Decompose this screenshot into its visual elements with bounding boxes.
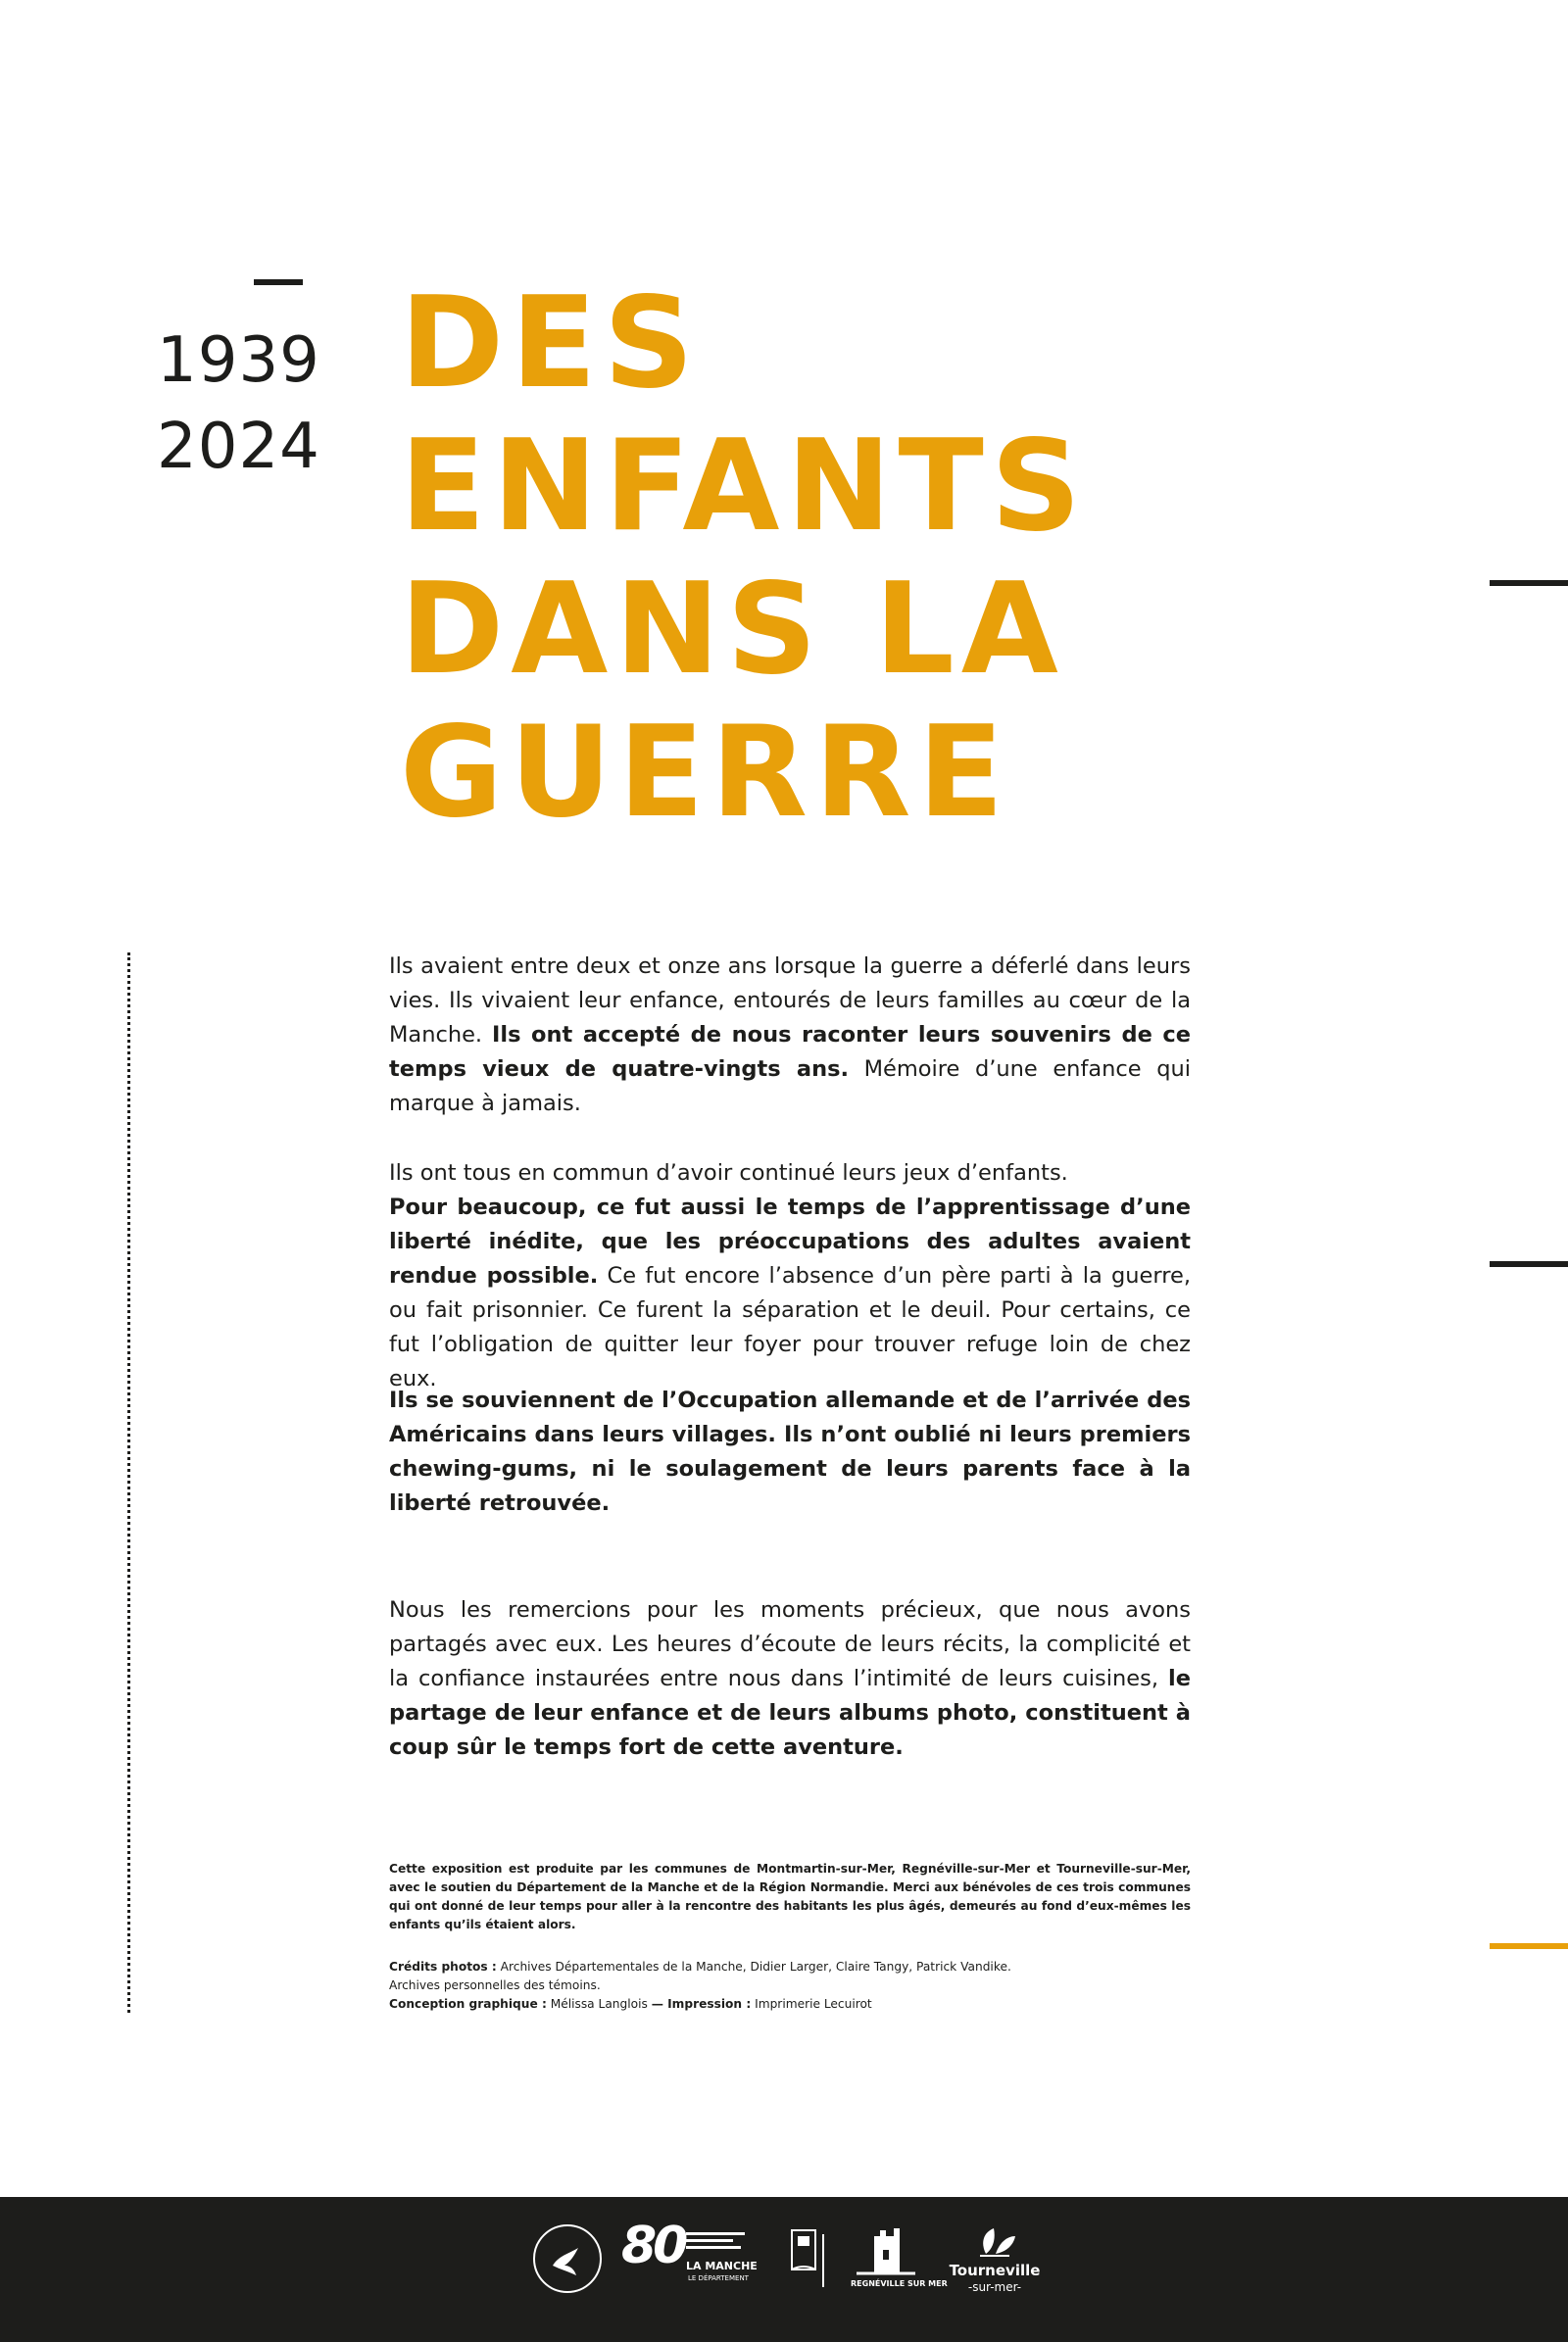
production-credits: Cette exposition est produite par les communes de Montmartin-sur-Mer, Regnéville-sur-Mer et Tourneville-sur-Mer, avec le soutien du Département de la Manche et de la Région Normandie. Merci aux bénévoles de ces trois communes qui ont donné de leur temps pour aller à la rencontre des habitants les plus âgés, demeurés au fond d’eux-mêmes les enfants qu’ils étaient alors. (389, 1862, 1191, 1931)
tourneville-name: Tourneville (949, 2262, 1041, 2279)
montmartin-logo (784, 2224, 837, 2295)
year-start: 1939 (157, 324, 320, 397)
text-run-bold: Pour beaucoup, ce fut aussi le temps de l’apprentissage d’une liberté inédite, que les préoccupations des adultes avaient rendue possible. (389, 1195, 1191, 1289)
photo-credits (389, 1958, 1191, 2014)
dotted-rule (127, 952, 130, 2013)
lighthouse-icon (784, 2224, 837, 2295)
text-run-bold: Ils se souviennent de l’Occupation allemande et de l’arrivée des Américains dans leurs villages. Ils n’ont oublié ni leurs premiers chewing-gums, ni le soulagement de leurs parents face à la liberté retrouvée. (389, 1388, 1191, 1516)
occupation-paragraph (389, 1384, 1191, 1521)
design-value: Mélissa Langlois (546, 1997, 652, 2011)
design-label: Conception graphique : (389, 1997, 547, 2011)
bird-icon (535, 2226, 600, 2291)
text-run: Ils avaient entre deux et onze ans lorsque la guerre a déferlé dans leurs vies. Ils vivaient leur enfance, entourés de leurs familles au cœur de la Manche. (389, 953, 1191, 1048)
print-label: — Impression : (651, 1997, 752, 2011)
tourneville-logo (931, 2220, 1058, 2299)
title-line-2: ENFANTS (400, 414, 1088, 560)
text-run: Ils ont tous en commun d’avoir continué leurs jeux d’enfants. (389, 1160, 1068, 1186)
text-run: Nous les remercions pour les moments précieux, que nous avons partagés avec eux. Les heures d’écoute de leurs récits, la complicité et la confiance instaurées entre nous dans l’intimité de leurs cuisines, (389, 1597, 1191, 1691)
thanks-paragraph (389, 1593, 1191, 1765)
childhood-paragraph (389, 1156, 1191, 1396)
regneville-name: REGNÉVILLE SUR MER (851, 2279, 948, 2288)
castle-icon (851, 2224, 921, 2277)
anniversary-80-logo: 80 (621, 2217, 685, 2275)
title-line-3: DANS LA (400, 557, 1065, 703)
title-line-1: DES (400, 270, 701, 416)
text-run-bold: le partage de leur enfance et de leurs albums photo, constituent à coup sûr le temps fort de cette aventure. (389, 1666, 1191, 1760)
leaf-icon (931, 2220, 1058, 2260)
intro-paragraph (389, 950, 1191, 1121)
label-80-normandie-logo (533, 2224, 602, 2293)
text-run-bold: Ils ont accepté de nous raconter leurs souvenirs de ce temps vieux de quatre-vingts ans. (389, 1022, 1191, 1082)
la-manche-logo (686, 2230, 758, 2291)
title-line-4: GUERRE (400, 700, 1010, 846)
tourneville-sub: -sur-mer- (967, 2280, 1022, 2294)
edge-tick (1490, 1261, 1568, 1267)
archives-credit: Archives personnelles des témoins. (389, 1978, 601, 1992)
text-run: Ce fut encore l’absence d’un père parti à la guerre, ou fait prisonnier. Ce furent la séparation et le deuil. Pour certains, ce fut l’obligation de quitter leur foyer pour trouver refuge loin de chez eux. (389, 1263, 1192, 1391)
edge-tick (1490, 580, 1568, 586)
year-dash (254, 279, 303, 285)
photo-credits-label: Crédits photos : (389, 1960, 497, 1974)
la-manche-name: LA MANCHE (686, 2260, 758, 2272)
la-manche-sub: LE DÉPARTEMENT (688, 2274, 749, 2282)
photo-credits-value: Archives Départementales de la Manche, Didier Larger, Claire Tangy, Patrick Vandike. (496, 1960, 1011, 1974)
text-run: Mémoire d’une enfance qui marque à jamais. (389, 1056, 1191, 1116)
print-value: Imprimerie Lecuirot (751, 1997, 872, 2011)
regneville-logo (851, 2224, 948, 2295)
year-end: 2024 (157, 411, 320, 483)
page-title (400, 272, 1282, 845)
edge-tick-accent (1490, 1943, 1568, 1949)
